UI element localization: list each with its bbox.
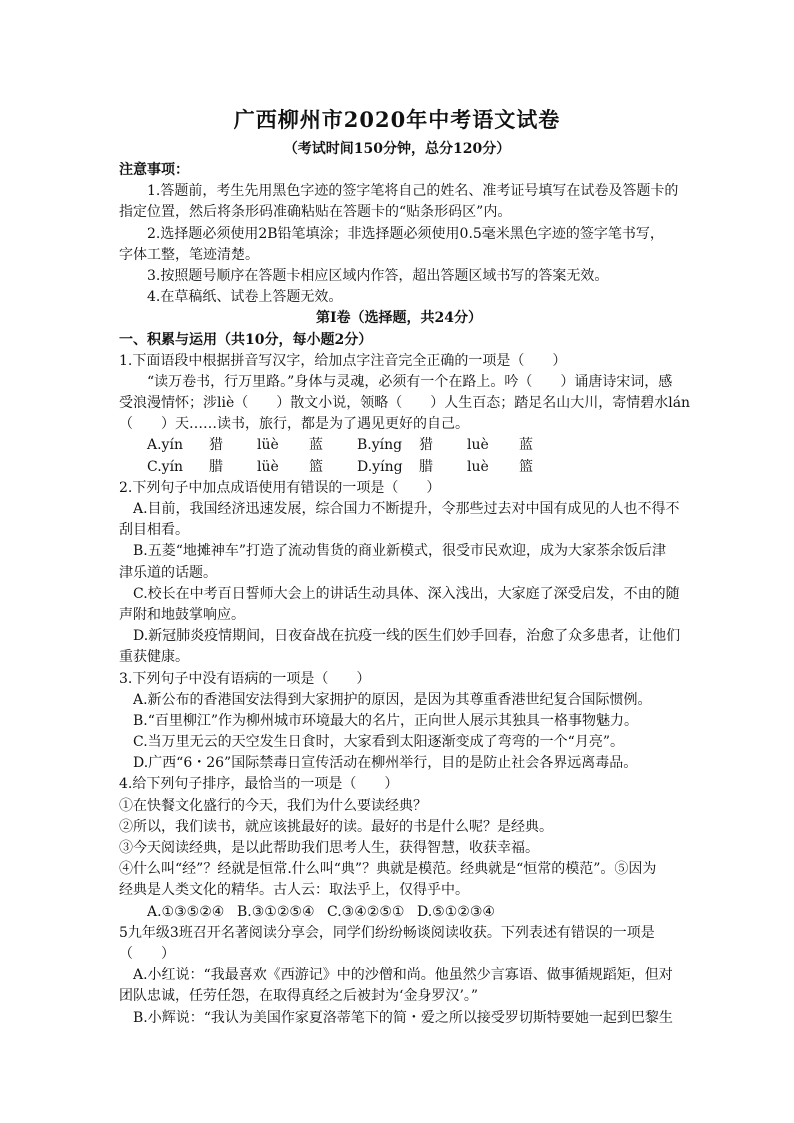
sentence: ④什么叫“经”？经就是恒常.什么叫“典”？典就是模范。经典就是“恒常的模范”。⑤因为 — [119, 861, 657, 878]
page-title: 广西柳州市2020年中考语文试卷 — [233, 107, 561, 132]
page-subtitle: （考试时间150分钟，总分120分） — [283, 141, 511, 157]
question-stem: 3.下列句子中没有语病的一项是（ ） — [119, 670, 371, 687]
question-passage: 受浪漫情怀；涉liè（ ）散文小说，领略（ ）人生百态；踏足名山大川，寄情碧水lán — [119, 395, 691, 412]
option-row — [119, 457, 679, 478]
sentence: ③今天阅读经典，是以此帮助我们思考人生，获得智慧，收获幸福。 — [119, 840, 539, 856]
option-a: A.①③⑤②④ — [147, 903, 225, 920]
sentence: 经典是人类文化的精华。古人云：取法乎上，仅得乎中。 — [119, 882, 469, 899]
option-d: D.新冠肺炎疫情期间，日夜奋战在抗疫一线的医生们妙手回春，治愈了众多患者，让他们 — [133, 628, 681, 645]
option-b: B.小辉说：“我认为美国作家夏洛蒂笔下的简・爱之所以接受罗切斯特要她一起到巴黎生 — [133, 1009, 673, 1026]
option-a-cont: 团队忠诚，任劳任怨，在取得真经之后被封为‘金身罗汉’。” — [119, 988, 479, 1005]
exam-body — [119, 160, 691, 1029]
question-passage: （ ）天……读书，旅行，都是为了遇见更好的自己。 — [119, 416, 469, 433]
question-stem: 2.下列句子中加点成语使用有错误的一项是（ ） — [119, 479, 441, 496]
option-d: D.yíng 腊 luè 篮 — [357, 458, 533, 475]
option-row — [119, 435, 679, 456]
option-b: B.“百里柳江”作为柳州城市环境最大的名片，正向世人展示其独具一格事物魅力。 — [133, 712, 639, 729]
part-heading: 一、积累与运用（共10分，每小题2分） — [119, 331, 373, 348]
option-c: C.当万里无云的天空发生日食时，大家看到太阳逐渐变成了弯弯的一个“月亮”。 — [133, 734, 624, 751]
question-stem-cont: （ ） — [119, 945, 175, 962]
question-stem: 5九年级3班召开名著阅读分享会，同学们纷纷畅谈阅读收获。下列表述有错误的一项是 — [119, 924, 655, 941]
sentence: ②所以，我们读书，就应该挑最好的读。最好的书是什么呢？是经典。 — [119, 818, 553, 835]
volume-title: 第Ⅰ卷（选择题，共24分） — [315, 310, 483, 327]
option-d-cont: 重获健康。 — [119, 649, 189, 666]
option-d: D.广西“6・26”国际禁毒日宣传活动在柳州举行，目的是防止社会各界远离毒品。 — [133, 755, 638, 772]
notice-line: 1.答题前，考生先用黑色字迹的签字笔将自己的姓名、准考证号填写在试卷及答题卡的 — [147, 183, 679, 200]
option-d: D.⑤①②③④ — [417, 903, 495, 920]
option-a: A.目前，我国经济迅速发展，综合国力不断提升，令那些过去对中国有成见的人也不得不 — [133, 501, 680, 517]
option-a: A.新公布的香港国安法得到大家拥护的原因，是因为其尊重香港世纪复合国际惯例。 — [133, 691, 652, 708]
sentence: ①在快餐文化盛行的今天，我们为什么要读经典？ — [119, 797, 427, 814]
option-b: B.yíng 猎 luè 蓝 — [357, 437, 533, 454]
option-a-cont: 刮目相看。 — [119, 522, 189, 539]
option-b-cont: 津乐道的话题。 — [119, 564, 217, 581]
notice-heading: 注意事项： — [119, 162, 189, 178]
option-row — [119, 902, 679, 923]
question-passage: “读万卷书，行万里路。”身体与灵魂，必须有一个在路上。吟（ ）诵唐诗宋词，感 — [147, 373, 673, 390]
question-stem: 4.给下列句子排序，最恰当的一项是（ ） — [119, 776, 399, 793]
notice-line: 指定位置，然后将条形码准确粘贴在答题卡的“贴条形码区”内。 — [119, 204, 512, 221]
question-stem: 1.下面语段中根据拼音写汉字，给加点字注音完全正确的一项是（ ） — [119, 352, 567, 369]
notice-line: 2.选择题必须使用2B铅笔填涂；非选择题必须使用0.5毫米黑色字迹的签字笔书写， — [147, 225, 664, 242]
option-b: B.五菱“地摊神车”打造了流动售货的商业新模式，很受市民欢迎，成为大家茶余饭后津 — [133, 543, 667, 560]
option-c: C.yín 腊 lüè 篮 — [147, 458, 323, 475]
option-a: A.yín 猎 lüè 蓝 — [147, 437, 323, 454]
option-b: B.③①②⑤④ — [237, 903, 315, 920]
notice-line: 4.在草稿纸、试卷上答题无效。 — [147, 289, 343, 306]
notice-line: 3.按照题号顺序在答题卡相应区域内作答，超出答题区域书写的答案无效。 — [147, 267, 609, 284]
option-c-cont: 声附和地鼓掌响应。 — [119, 606, 245, 623]
option-c: C.③④②⑤① — [327, 903, 405, 920]
option-a: A.小红说：“我最喜欢《西游记》中的沙僧和尚。他虽然少言寡语、做事循规蹈矩，但对 — [133, 967, 673, 984]
option-c: C.校长在中考百日誓师大会上的讲话生动具体、深入浅出，大家庭了深受启发，不由的随 — [133, 585, 680, 602]
notice-line: 字体工整，笔迹清楚。 — [119, 246, 259, 263]
